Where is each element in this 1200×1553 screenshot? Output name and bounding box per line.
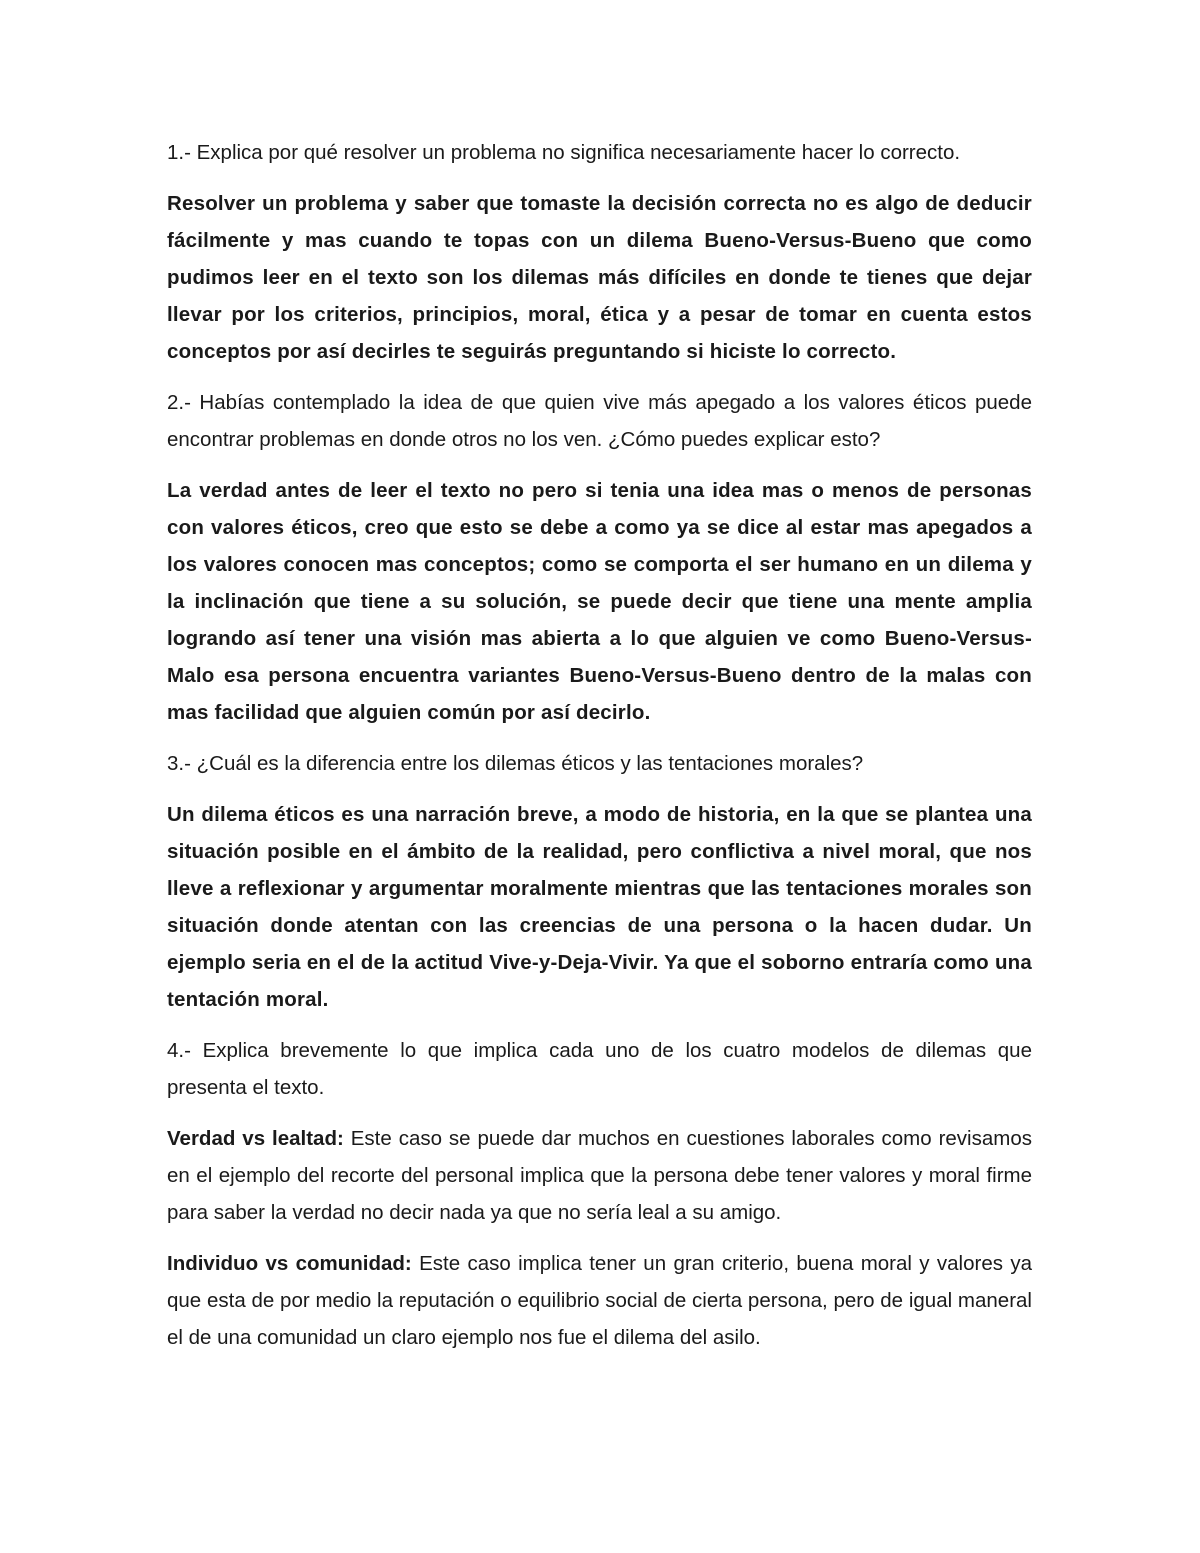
model-label: Individuo vs comunidad:	[167, 1252, 412, 1275]
question-3: 3.- ¿Cuál es la diferencia entre los dilemas éticos y las tentaciones morales?	[167, 752, 864, 775]
question-1: 1.- Explica por qué resolver un problema no significa necesariamente hacer lo correcto.	[167, 141, 961, 164]
question-4: 4.- Explica brevemente lo que implica cada uno de los cuatro modelos de dilemas que presenta el texto.	[167, 1039, 1032, 1099]
answer-1: Resolver un problema y saber que tomaste la decisión correcta no es algo de deducir fácilmente y mas cuando te topas con un dilema Bueno-Versus-Bueno que como pudimos leer en el texto son los dilemas más difíciles en donde te tienes que dejar llevar por los criterios, principios, moral, ética y a pesar de tomar en cuenta estos conceptos por así decirles te seguirás preguntando si hiciste lo correcto.	[167, 192, 1032, 363]
question-2: 2.- Habías contemplado la idea de que quien vive más apegado a los valores éticos puede encontrar problemas en donde otros no los ven. ¿Cómo puedes explicar esto?	[167, 391, 1032, 451]
model-text: Este caso se puede dar muchos en cuestiones laborales como revisamos en el ejemplo del recorte del personal implica que la persona debe tener valores y moral firme para saber la verdad no decir nada ya que no sería leal a su amigo.	[167, 1127, 1032, 1224]
model-truth-vs-loyalty	[167, 1120, 1032, 1231]
answer-3: Un dilema éticos es una narración breve, a modo de historia, en la que se plantea una situación posible en el ámbito de la realidad, pero conflictiva a nivel moral, que nos lleve a reflexionar y argumentar moralmente mientras que las tentaciones morales son situación donde atentan con las creencias de una persona o la hacen dudar. Un ejemplo seria en el de la actitud Vive-y-Deja-Vivir. Ya que el soborno entraría como una tentación moral.	[167, 803, 1032, 1011]
model-text: Este caso implica tener un gran criterio, buena moral y valores ya que esta de por medio la reputación o equilibrio social de cierta persona, pero de igual maneral el de una comunidad un claro ejemplo nos fue el dilema del asilo.	[167, 1252, 1032, 1349]
answer-2: La verdad antes de leer el texto no pero si tenia una idea mas o menos de personas con valores éticos, creo que esto se debe a como ya se dice al estar mas apegados a los valores conocen mas conceptos; como se comporta el ser humano en un dilema y la inclinación que tiene a su solución, se puede decir que tiene una mente amplia logrando así tener una visión mas abierta a lo que alguien ve como Bueno-Versus-Malo esa persona encuentra variantes Bueno-Versus-Bueno dentro de la malas con mas facilidad que alguien común por así decirlo.	[167, 479, 1032, 724]
document-page	[167, 134, 1032, 1370]
model-label: Verdad vs lealtad:	[167, 1127, 344, 1150]
model-individual-vs-community	[167, 1245, 1032, 1356]
